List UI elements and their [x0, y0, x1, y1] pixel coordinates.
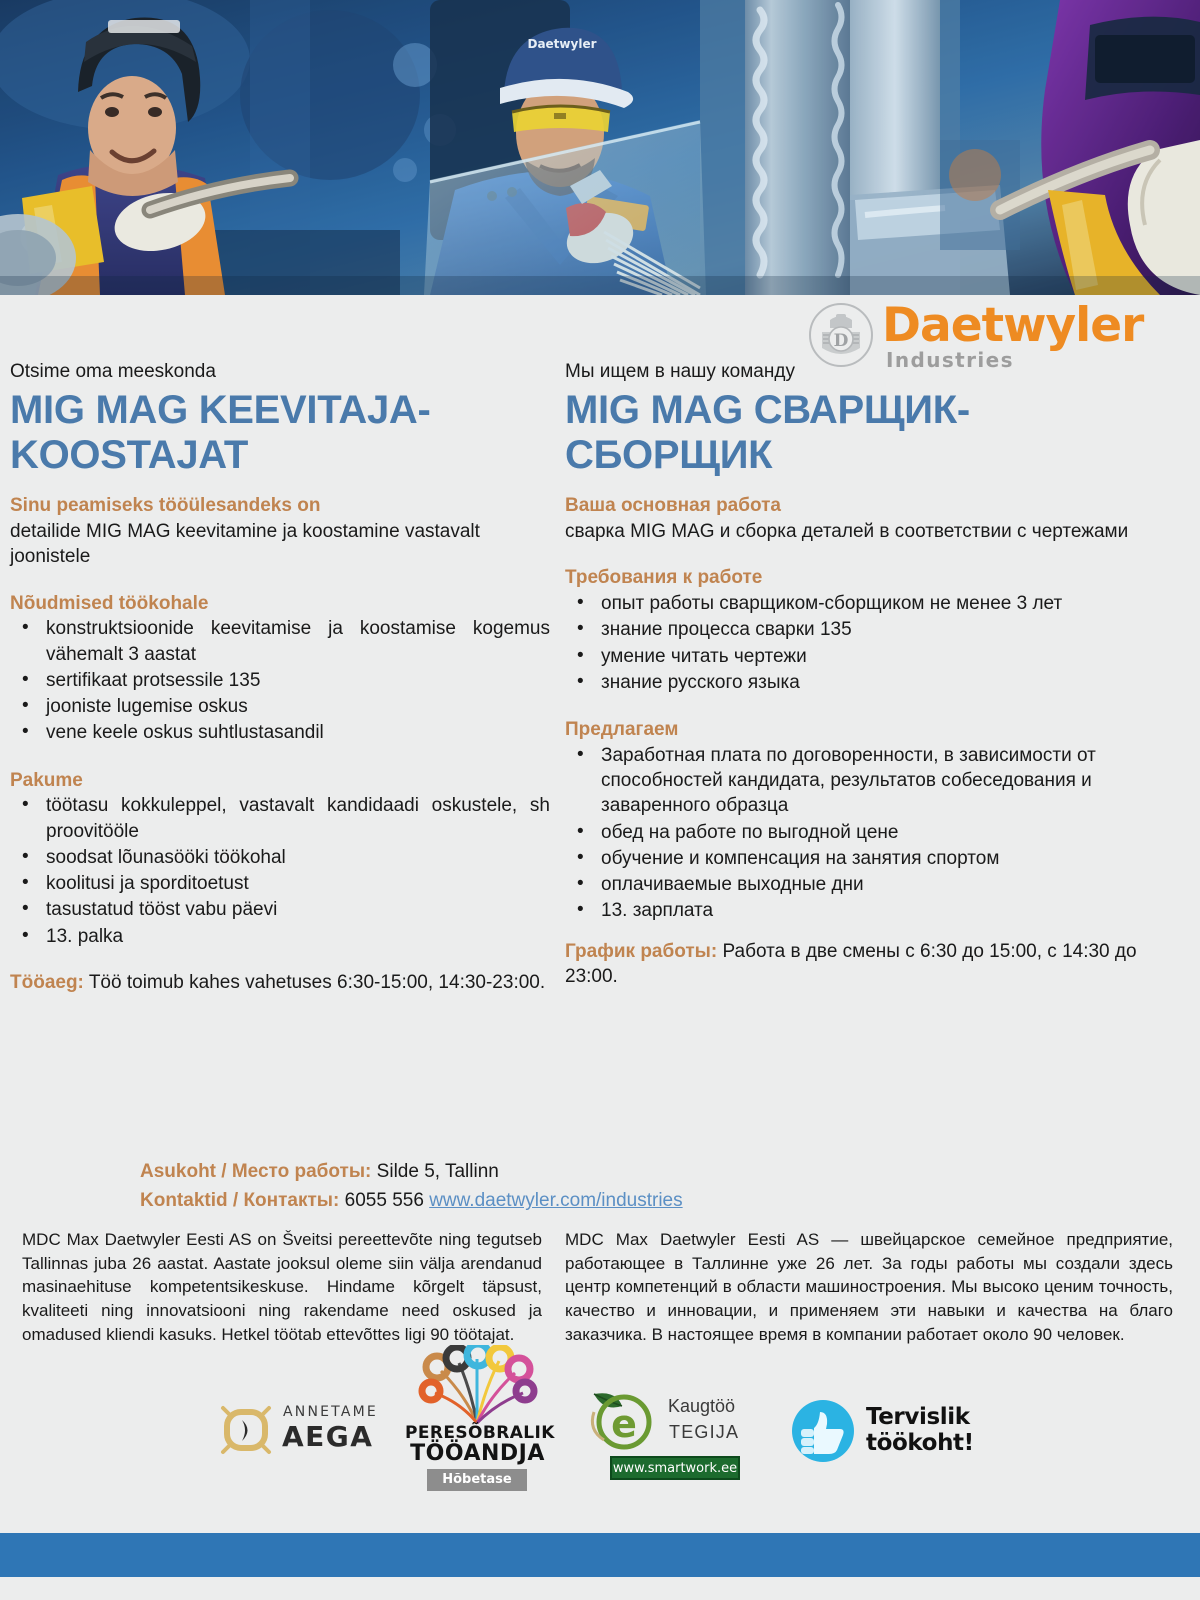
svg-text:D: D [833, 331, 849, 351]
ru-task-heading: Ваша основная работа [565, 495, 781, 517]
et-eyebrow: Otsime oma meeskonda [10, 361, 216, 382]
smartwork-line2: TEGIJA [669, 1422, 740, 1442]
estonian-column [10, 360, 550, 995]
list-item: • Заработная плата по договоренности, в зависимости от способностей кандидата, результатов собеседования и заваренного образца [565, 743, 1177, 819]
et-requirements-heading: Nõudmised töökohale [10, 592, 209, 614]
et-job-title: MIG MAG KEEVITAJA-KOOSTAJAT [10, 387, 431, 477]
list-item: • jooniste lugemise oskus [10, 694, 550, 719]
et-task-body: detailide MIG MAG keevitamine ja koostamine vastavalt joonistele [10, 521, 480, 568]
list-item: • знание русского языка [565, 670, 1177, 695]
list-item: • оплачиваемые выходные дни [565, 872, 1177, 897]
ru-task-body: сварка MIG MAG и сборка деталей в соответствии с чертежами [565, 521, 1129, 543]
ru-offer-heading: Предлагаем [565, 719, 679, 741]
list-item: • опыт работы сварщиком-сборщиком не менее 3 лет [565, 591, 1177, 616]
peresobralik-line2: TÖÖANDJA [410, 1441, 545, 1466]
hero-photo-illustration [0, 0, 1200, 295]
svg-text:Daetwyler: Daetwyler [527, 37, 597, 51]
aega-line1: ANNETAME [283, 1404, 378, 1420]
list-item: • 13. зарплата [565, 898, 1177, 923]
location-value: Silde 5, Tallinn [376, 1161, 499, 1182]
list-item: • vene keele oskus suhtlustasandil [10, 720, 550, 745]
contact-block [140, 1157, 1040, 1216]
svg-text:e: e [611, 1402, 637, 1446]
logo-subtitle: Industries [886, 348, 1014, 372]
family-tree-icon [405, 1345, 550, 1425]
smartwork-leaf-e-icon [580, 1390, 662, 1452]
et-schedule-label: Tööaeg: [10, 971, 84, 993]
smartwork-url: www.smartwork.ee [610, 1456, 740, 1480]
thumbs-up-icon [790, 1398, 856, 1464]
smartwork-kaugtoo-logo [580, 1390, 770, 1490]
list-item: • sertifikaat protsessile 135 [10, 668, 550, 693]
location-line [140, 1157, 1040, 1186]
list-item: • знание процесса сварки 135 [565, 617, 1177, 642]
contacts-line [140, 1186, 1040, 1215]
ru-eyebrow: Мы ищем в нашу команду [565, 361, 795, 382]
et-offer-list [10, 793, 550, 949]
location-label: Asukoht / Место работы: [140, 1161, 372, 1182]
list-item: • koolitusi ja sporditoetust [10, 871, 550, 896]
ru-requirements-heading: Требования к работе [565, 567, 763, 589]
tervislik-line1: Tervislik [866, 1404, 970, 1430]
contacts-label: Kontaktid / Контакты: [140, 1190, 340, 1212]
aega-line2: AEGA [282, 1420, 374, 1453]
bottom-accent-bar [0, 1533, 1200, 1577]
annetame-aega-icon [215, 1400, 277, 1460]
logo-wordmark: Daetwyler [882, 298, 1144, 353]
ru-offer-list [565, 743, 1177, 924]
annetame-aega-logo [215, 1400, 395, 1460]
list-item: • умение читать чертежи [565, 644, 1177, 669]
ru-company-description: MDC Max Daetwyler Eesti AS — швейцарское семейное предприятие, работающее в Таллинне уже 26 лет. За годы работы мы создали здесь центр компетенций в области машиностроения. Мы высоко ценим точность, качество и инновации, и применяем эти навыки и качества на благо заказчика. В настоящее время в компании работает около 90 человек. [565, 1230, 1173, 1344]
list-item: • soodsat lõunasööki töökohal [10, 845, 550, 870]
list-item: • обучение и компенсация на занятия спортом [565, 846, 1177, 871]
list-item: • töötasu kokkuleppel, vastavalt kandidaadi oskustele, sh proovitööle [10, 793, 550, 844]
tervislik-line2: töökoht! [866, 1430, 974, 1456]
et-requirements-list [10, 616, 550, 745]
daetwyler-emblem-icon [808, 302, 874, 368]
list-item: • обед на работе по выгодной цене [565, 820, 1177, 845]
ru-schedule [565, 939, 1177, 990]
et-schedule-text: Töö toimub kahes vahetuses 6:30-15:00, 14:30-23:00. [88, 971, 546, 993]
et-company-description: MDC Max Daetwyler Eesti AS on Šveitsi pereettevõte ning tegutseb Tallinnas juba 26 aastat. Aastate jooksul oleme siin välja arendanud masinaehituse kompetentsikeskuse. Hindame kõrgelt täpsust, kvaliteeti ning innovatsiooni ning rakendame need oskused ja omadused kliendi kasuks. Hetkel töötab ettevõttes ligi 90 töötajat. [22, 1230, 542, 1344]
ru-job-title: MIG MAG СВАРЩИК-СБОРЩИК [565, 387, 970, 477]
hero-photo-banner [0, 0, 1200, 295]
peresobralik-level-badge: Hõbetase [427, 1469, 527, 1491]
list-item: • 13. palka [10, 924, 550, 949]
ru-schedule-label: График работы: [565, 940, 718, 962]
peresobralik-line1: PERESÕBRALIK [405, 1423, 555, 1443]
peresobralik-tooandja-logo [405, 1345, 555, 1490]
website-link[interactable]: www.daetwyler.com/industries [429, 1190, 683, 1212]
et-schedule [10, 970, 550, 995]
list-item: • tasustatud tööst vabu päevi [10, 897, 550, 922]
ru-schedule-text: Работа в две смены с 6:30 до 15:00, с 14:30 до 23:00. [565, 940, 1137, 987]
tervislik-tookoht-logo [790, 1398, 974, 1468]
list-item: • konstruktsioonide keevitamise ja koostamise kogemus vähemalt 3 aastat [10, 616, 550, 667]
ru-requirements-list [565, 591, 1177, 695]
et-offer-heading: Pakume [10, 769, 83, 791]
phone-number: 6055 556 [344, 1190, 424, 1212]
et-task-heading: Sinu peamiseks tööülesandeks on [10, 495, 321, 517]
smartwork-line1: Kaugtöö [668, 1396, 736, 1416]
russian-column [565, 360, 1177, 989]
